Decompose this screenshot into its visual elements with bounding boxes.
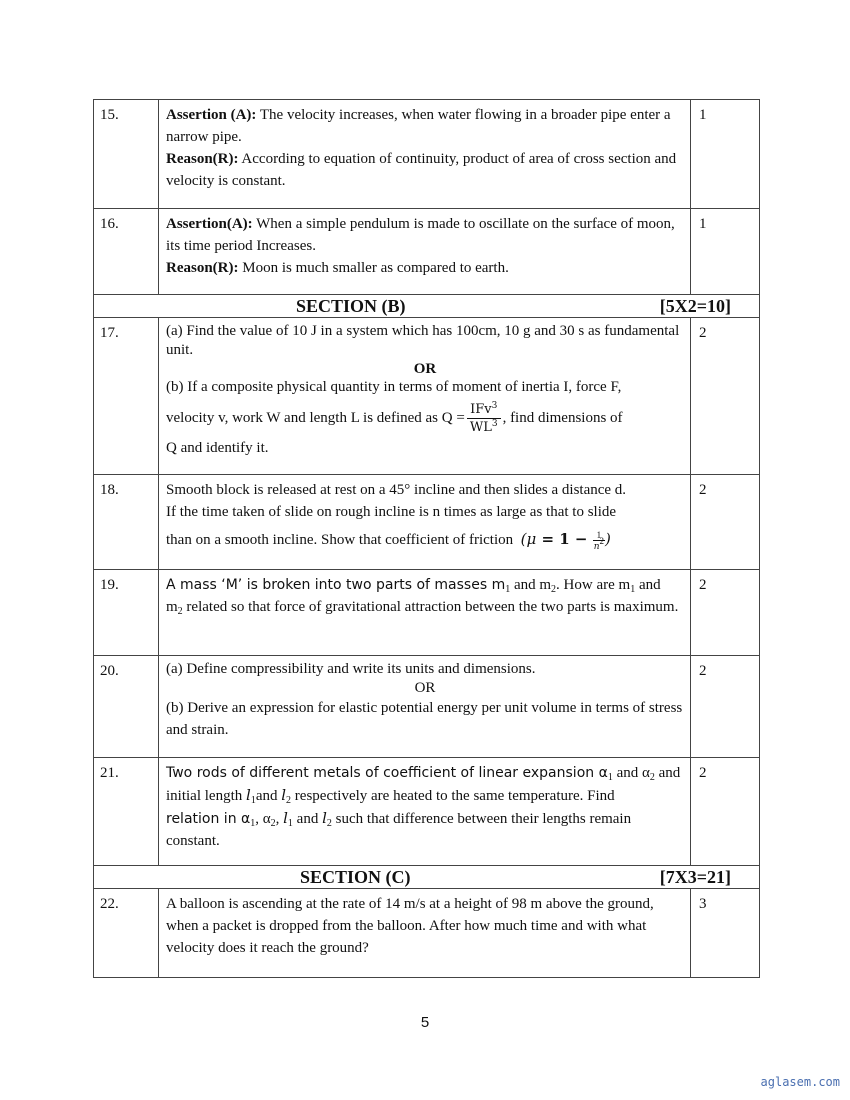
table-row	[94, 758, 760, 866]
part-b-text-2: , find dimensions of	[502, 410, 623, 426]
marks: 1	[691, 100, 760, 208]
small-fraction: $\frac{1}{n^2}$	[593, 529, 605, 552]
table-row	[94, 318, 760, 475]
section-header-row	[94, 866, 760, 889]
question-number: 21.	[94, 758, 159, 865]
section-marks: [7X3=21]	[659, 867, 731, 887]
section-b-header	[94, 295, 760, 317]
table-row	[94, 889, 760, 978]
marks: 2	[691, 656, 760, 757]
table-row	[94, 100, 760, 209]
reason-label: Reason(R):	[166, 151, 239, 167]
question-table	[93, 99, 760, 978]
question-text	[159, 475, 691, 569]
assertion-text: When a simple pendulum is made to oscillate on the surface of moon, its time period Increases.	[166, 216, 675, 254]
line-3: than on a smooth incline. Show that coefficient of friction (μ = 𝟏 − $\frac{1}{n^2}$ )	[166, 529, 611, 552]
line-2: If the time taken of slide on rough incline is n times as large as that to slide	[166, 504, 617, 520]
or-separator: OR	[413, 361, 437, 377]
assertion-label: Assertion (A):	[166, 107, 257, 123]
marks: 2	[691, 570, 760, 655]
question-number: 20.	[94, 656, 159, 757]
part-b: (b) Derive an expression for elastic potential energy per unit volume in terms of stress and strain.	[166, 700, 683, 738]
reason-label: Reason(R):	[166, 260, 239, 276]
part-b-line2	[166, 399, 684, 437]
question-number: 15.	[94, 100, 159, 208]
table-row	[94, 656, 760, 758]
part-a: (a) Find the value of 10 J in a system which has 100cm, 10 g and 30 s as fundamental unit.	[166, 323, 680, 358]
part-a: (a) Define compressibility and write its units and dimensions.	[166, 661, 536, 677]
part-b-line3: Q and identify it.	[166, 440, 269, 456]
table-row	[94, 475, 760, 570]
question-number: 18.	[94, 475, 159, 569]
part-b-line1: (b) If a composite physical quantity in terms of moment of inertia I, force F,	[166, 379, 622, 395]
question-text: A balloon is ascending at the rate of 14 m/s at a height of 98 m above the ground, when a packet is dropped from the balloon. After how much time and with what velocity does it reach the ground?	[159, 889, 691, 977]
table-row	[94, 570, 760, 656]
part-b-text: velocity v, work W and length L is defined as Q =	[166, 410, 465, 426]
marks: 3	[691, 889, 760, 977]
mu-symbol: μ	[526, 530, 537, 548]
question-number: 22.	[94, 889, 159, 977]
fraction-numerator: IFv$^3$	[467, 401, 501, 419]
question-text: Two rods of different metals of coefficient of linear expansion $\alpha_1$ and $\alpha_2$ and initial length $l_1and$ $l_2$ respectively are heated to the same temperature. Find relation in $\alpha_1$, $\alpha_2$, $l_1$ and $l_2$ such that difference between their lengths remain constant.	[159, 758, 691, 865]
section-c-header	[94, 866, 760, 888]
section-title: SECTION (B)	[296, 296, 406, 316]
line-1: Smooth block is released at rest on a 45° incline and then slides a distance d.	[166, 482, 627, 498]
section-title: SECTION (C)	[300, 867, 411, 887]
question-text	[159, 100, 691, 208]
question-text	[159, 209, 691, 294]
assertion-text: The velocity increases, when water flowing in a broader pipe enter a narrow pipe.	[166, 107, 671, 145]
question-text: A mass ‘M’ is broken into two parts of masses $m_1$ and $m_2$. How are $m_1$ and $m_2$ related so that force of gravitational attraction between the two parts is maximum.	[159, 570, 691, 655]
fraction-denominator: $WL^3$	[469, 419, 498, 436]
watermark: aglasem.com	[760, 1075, 840, 1089]
marks: 2	[691, 318, 760, 474]
question-number: 16.	[94, 209, 159, 294]
marks: 1	[691, 209, 760, 294]
table-row	[94, 209, 760, 295]
reason-text: Moon is much smaller as compared to earth.	[238, 260, 509, 276]
section-marks: [5X2=10]	[659, 296, 731, 316]
question-number: 19.	[94, 570, 159, 655]
marks: 2	[691, 475, 760, 569]
reason-text: According to equation of continuity, product of area of cross section and velocity is constant.	[166, 151, 677, 189]
or-separator: OR	[414, 680, 436, 696]
question-number: 17.	[94, 318, 159, 474]
page-number: 5	[420, 1014, 430, 1031]
question-text	[159, 318, 691, 474]
fraction	[467, 401, 501, 436]
question-text	[159, 656, 691, 757]
section-header-row	[94, 295, 760, 318]
assertion-label: Assertion(A):	[166, 216, 253, 232]
marks: 2	[691, 758, 760, 865]
